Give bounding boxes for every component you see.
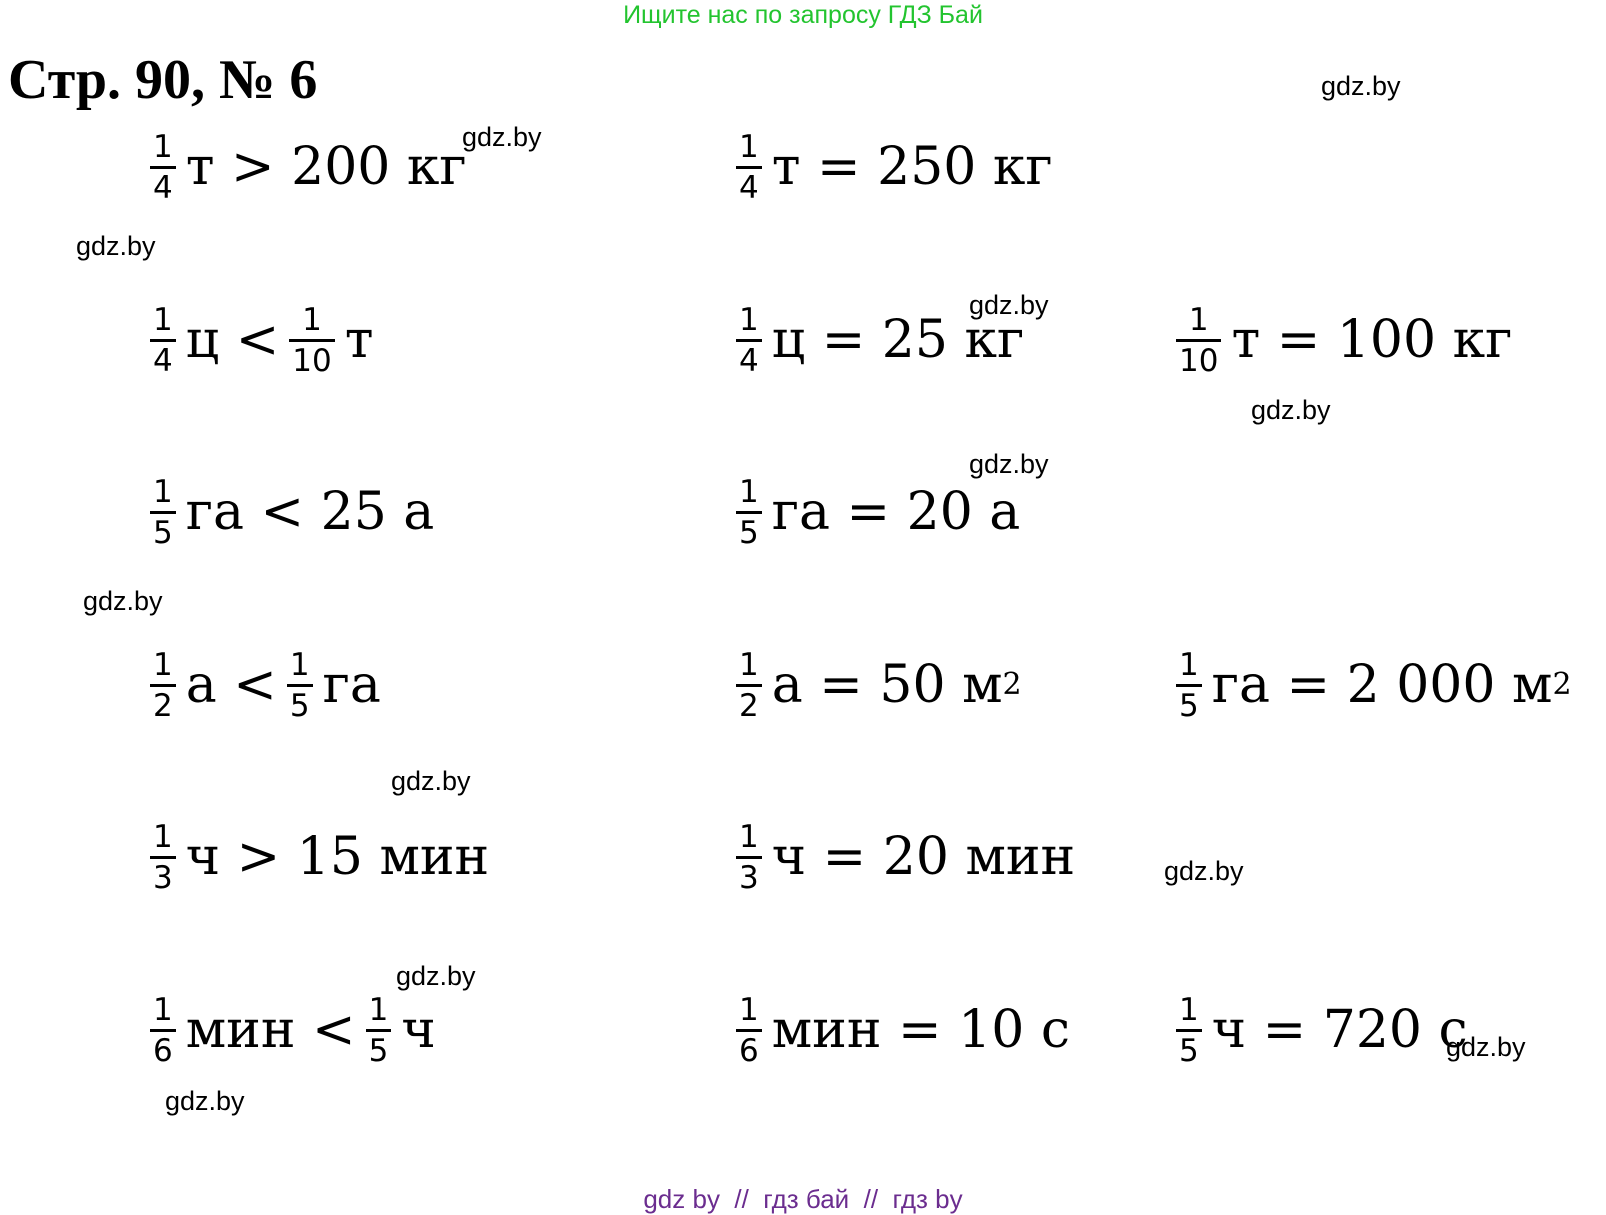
conversion-expression xyxy=(736,807,1075,907)
fraction: $\frac{1}{4}$ xyxy=(736,130,762,205)
fraction: $\frac{1}{6}$ xyxy=(150,993,176,1068)
fraction: $\frac{1}{3}$ xyxy=(736,820,762,895)
watermark: gdz.by xyxy=(391,766,471,796)
expression-text: га xyxy=(322,655,381,715)
fraction: $\frac{1}{3}$ xyxy=(150,820,176,895)
expression-text: ц = 25 кг xyxy=(771,310,1025,370)
watermark: gdz.by xyxy=(1446,1032,1526,1062)
fraction: $\frac{1}{5}$ xyxy=(1176,993,1202,1068)
expression-text: га < 25 а xyxy=(185,482,435,542)
footer-links: gdz by // гдз бай // гдз by xyxy=(643,1184,963,1214)
fraction: $\frac{1}{10}$ xyxy=(289,303,334,378)
watermark: gdz.by xyxy=(165,1086,245,1116)
comparison-expression xyxy=(150,635,381,735)
expression-text: а < xyxy=(185,655,277,715)
conversion-expression xyxy=(736,462,1020,562)
watermark: gdz.by xyxy=(396,961,476,991)
fraction: $\frac{1}{4}$ xyxy=(736,303,762,378)
watermark: gdz.by xyxy=(462,122,542,152)
expression-text: мин < xyxy=(185,1000,356,1060)
fraction: $\frac{1}{4}$ xyxy=(150,130,176,205)
expression-text: мин = 10 с xyxy=(771,1000,1070,1060)
watermark: gdz.by xyxy=(969,290,1049,320)
watermark: gdz.by xyxy=(969,449,1049,479)
fraction: $\frac{1}{5}$ xyxy=(366,993,392,1068)
conversion-expression xyxy=(1176,290,1512,390)
watermark: gdz.by xyxy=(83,586,163,616)
conversion-expression xyxy=(736,980,1070,1080)
conversion-expression xyxy=(736,290,1024,390)
expression-text: ч xyxy=(401,1000,436,1060)
fraction: $\frac{1}{6}$ xyxy=(736,993,762,1068)
fraction: $\frac{1}{2}$ xyxy=(150,648,176,723)
comparison-expression xyxy=(150,462,434,562)
expression-text: га = 2 000 м xyxy=(1211,655,1553,715)
comparison-expression xyxy=(150,290,374,390)
fraction: $\frac{1}{2}$ xyxy=(736,648,762,723)
conversion-expression: $\frac{1}{5}$ га = 2 000 м 2 xyxy=(1176,635,1572,735)
expression-text: т = 100 кг xyxy=(1231,310,1513,370)
expression-text: ч = 20 мин xyxy=(771,827,1076,887)
expression-text: т xyxy=(344,310,374,370)
fraction: $\frac{1}{5}$ xyxy=(287,648,313,723)
fraction: $\frac{1}{5}$ xyxy=(1176,648,1202,723)
expression-text: га = 20 а xyxy=(771,482,1021,542)
expression-text: ц < xyxy=(185,310,280,370)
expression-text: ч > 15 мин xyxy=(185,827,490,887)
expression-text: т > 200 кг xyxy=(185,137,467,197)
expression-text: т = 250 кг xyxy=(771,137,1053,197)
conversion-expression: $\frac{1}{2}$ а = 50 м 2 xyxy=(736,635,1022,735)
fraction: $\frac{1}{4}$ xyxy=(150,303,176,378)
conversion-expression xyxy=(1176,980,1468,1080)
fraction: $\frac{1}{10}$ xyxy=(1176,303,1221,378)
page-title: Стр. 90, № 6 xyxy=(8,49,318,111)
expression-text: ч = 720 с xyxy=(1211,1000,1468,1060)
search-banner: Ищите нас по запросу ГДЗ Бай xyxy=(623,1,983,29)
watermark: gdz.by xyxy=(1164,856,1244,886)
comparison-expression xyxy=(150,980,436,1080)
conversion-expression xyxy=(736,117,1053,217)
fraction: $\frac{1}{5}$ xyxy=(150,475,176,550)
watermark: gdz.by xyxy=(1321,71,1401,101)
expression-text: а = 50 м xyxy=(771,655,1003,715)
watermark: gdz.by xyxy=(76,231,156,261)
fraction: $\frac{1}{5}$ xyxy=(736,475,762,550)
comparison-expression xyxy=(150,807,489,907)
watermark: gdz.by xyxy=(1251,395,1331,425)
comparison-expression xyxy=(150,117,467,217)
